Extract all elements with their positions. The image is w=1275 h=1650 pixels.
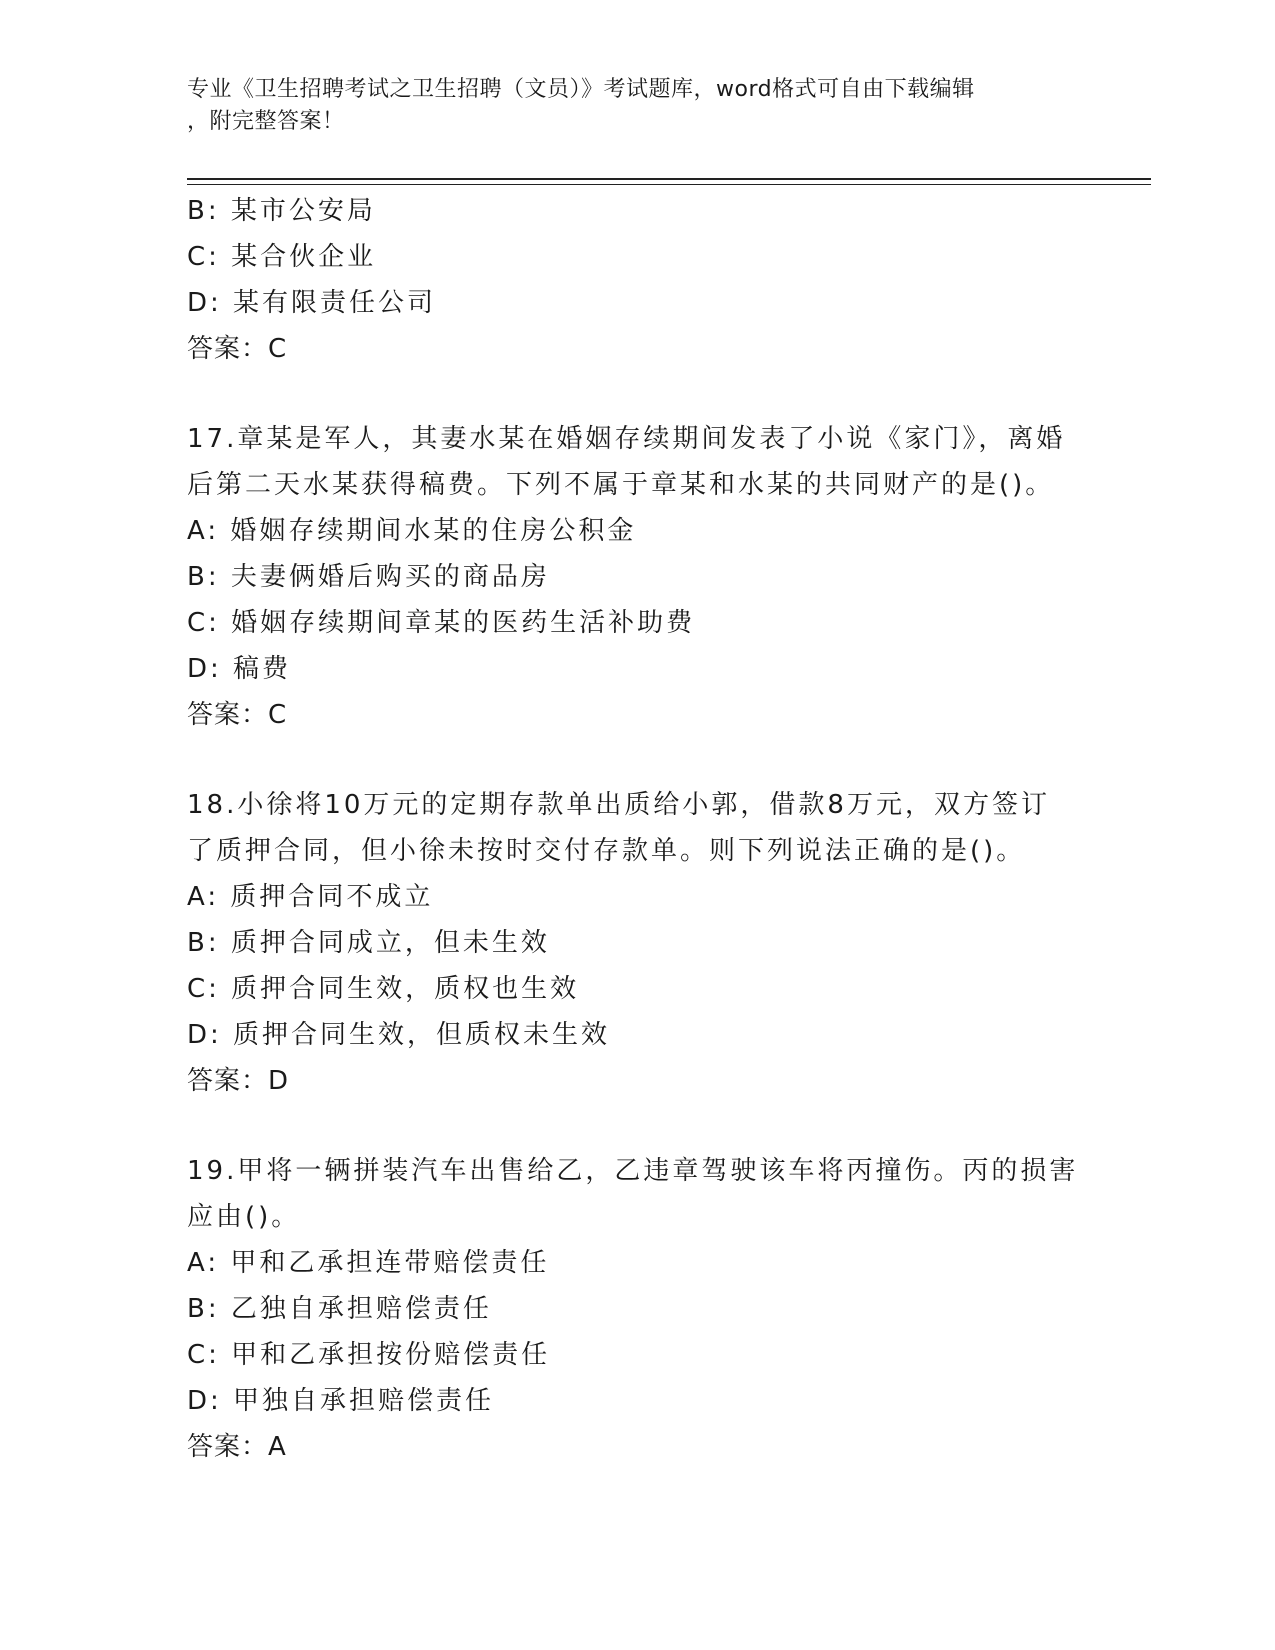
question-19 [187,1148,1087,1470]
option-d: D: 甲独自承担赔偿责任 [187,1386,495,1416]
option-b: B: 质押合同成立，但未生效 [187,928,550,958]
option-b: B: 某市公安局 [187,196,376,226]
document-header [187,74,1067,138]
answer: 答案：A [187,1432,287,1462]
question-17 [187,416,1087,738]
question-content [187,188,1087,1470]
question-text-line-1: 19.甲将一辆拼装汽车出售给乙，乙违章驾驶该车将丙撞伤。丙的损害 [187,1156,1079,1186]
carryover-question [187,188,1087,372]
header-line-1: 专业《卫生招聘考试之卫生招聘（文员）》考试题库，word格式可自由下载编辑 [187,77,975,102]
option-c: C: 甲和乙承担按份赔偿责任 [187,1340,551,1370]
answer: 答案：D [187,1066,290,1096]
option-a: A: 质押合同不成立 [187,882,434,912]
header-divider-thin [187,184,1151,185]
question-text-line-1: 17.章某是军人，其妻水某在婚姻存续期间发表了小说《家门》，离婚 [187,424,1066,454]
option-d: D: 某有限责任公司 [187,288,437,318]
question-text-line-2: 了质押合同，但小徐未按时交付存款单。则下列说法正确的是()。 [187,836,1026,866]
option-c: C: 质押合同生效，质权也生效 [187,974,580,1004]
option-b: B: 乙独自承担赔偿责任 [187,1294,492,1324]
answer: 答案：C [187,334,288,364]
option-a: A: 甲和乙承担连带赔偿责任 [187,1248,550,1278]
option-c: C: 婚姻存续期间章某的医药生活补助费 [187,608,696,638]
question-text-line-2: 应由()。 [187,1202,301,1232]
question-18 [187,782,1087,1104]
header-line-2: ，附完整答案！ [187,109,345,134]
option-a: A: 婚姻存续期间水某的住房公积金 [187,516,637,546]
header-divider-thick [187,178,1151,180]
option-d: D: 质押合同生效，但质权未生效 [187,1020,611,1050]
answer: 答案：C [187,700,288,730]
question-text-line-1: 18.小徐将10万元的定期存款单出质给小郭，借款8万元，双方签订 [187,790,1050,820]
option-b: B: 夫妻俩婚后购买的商品房 [187,562,550,592]
option-d: D: 稿费 [187,654,292,684]
option-c: C: 某合伙企业 [187,242,377,272]
question-text-line-2: 后第二天水某获得稿费。下列不属于章某和水某的共同财产的是()。 [187,470,1055,500]
